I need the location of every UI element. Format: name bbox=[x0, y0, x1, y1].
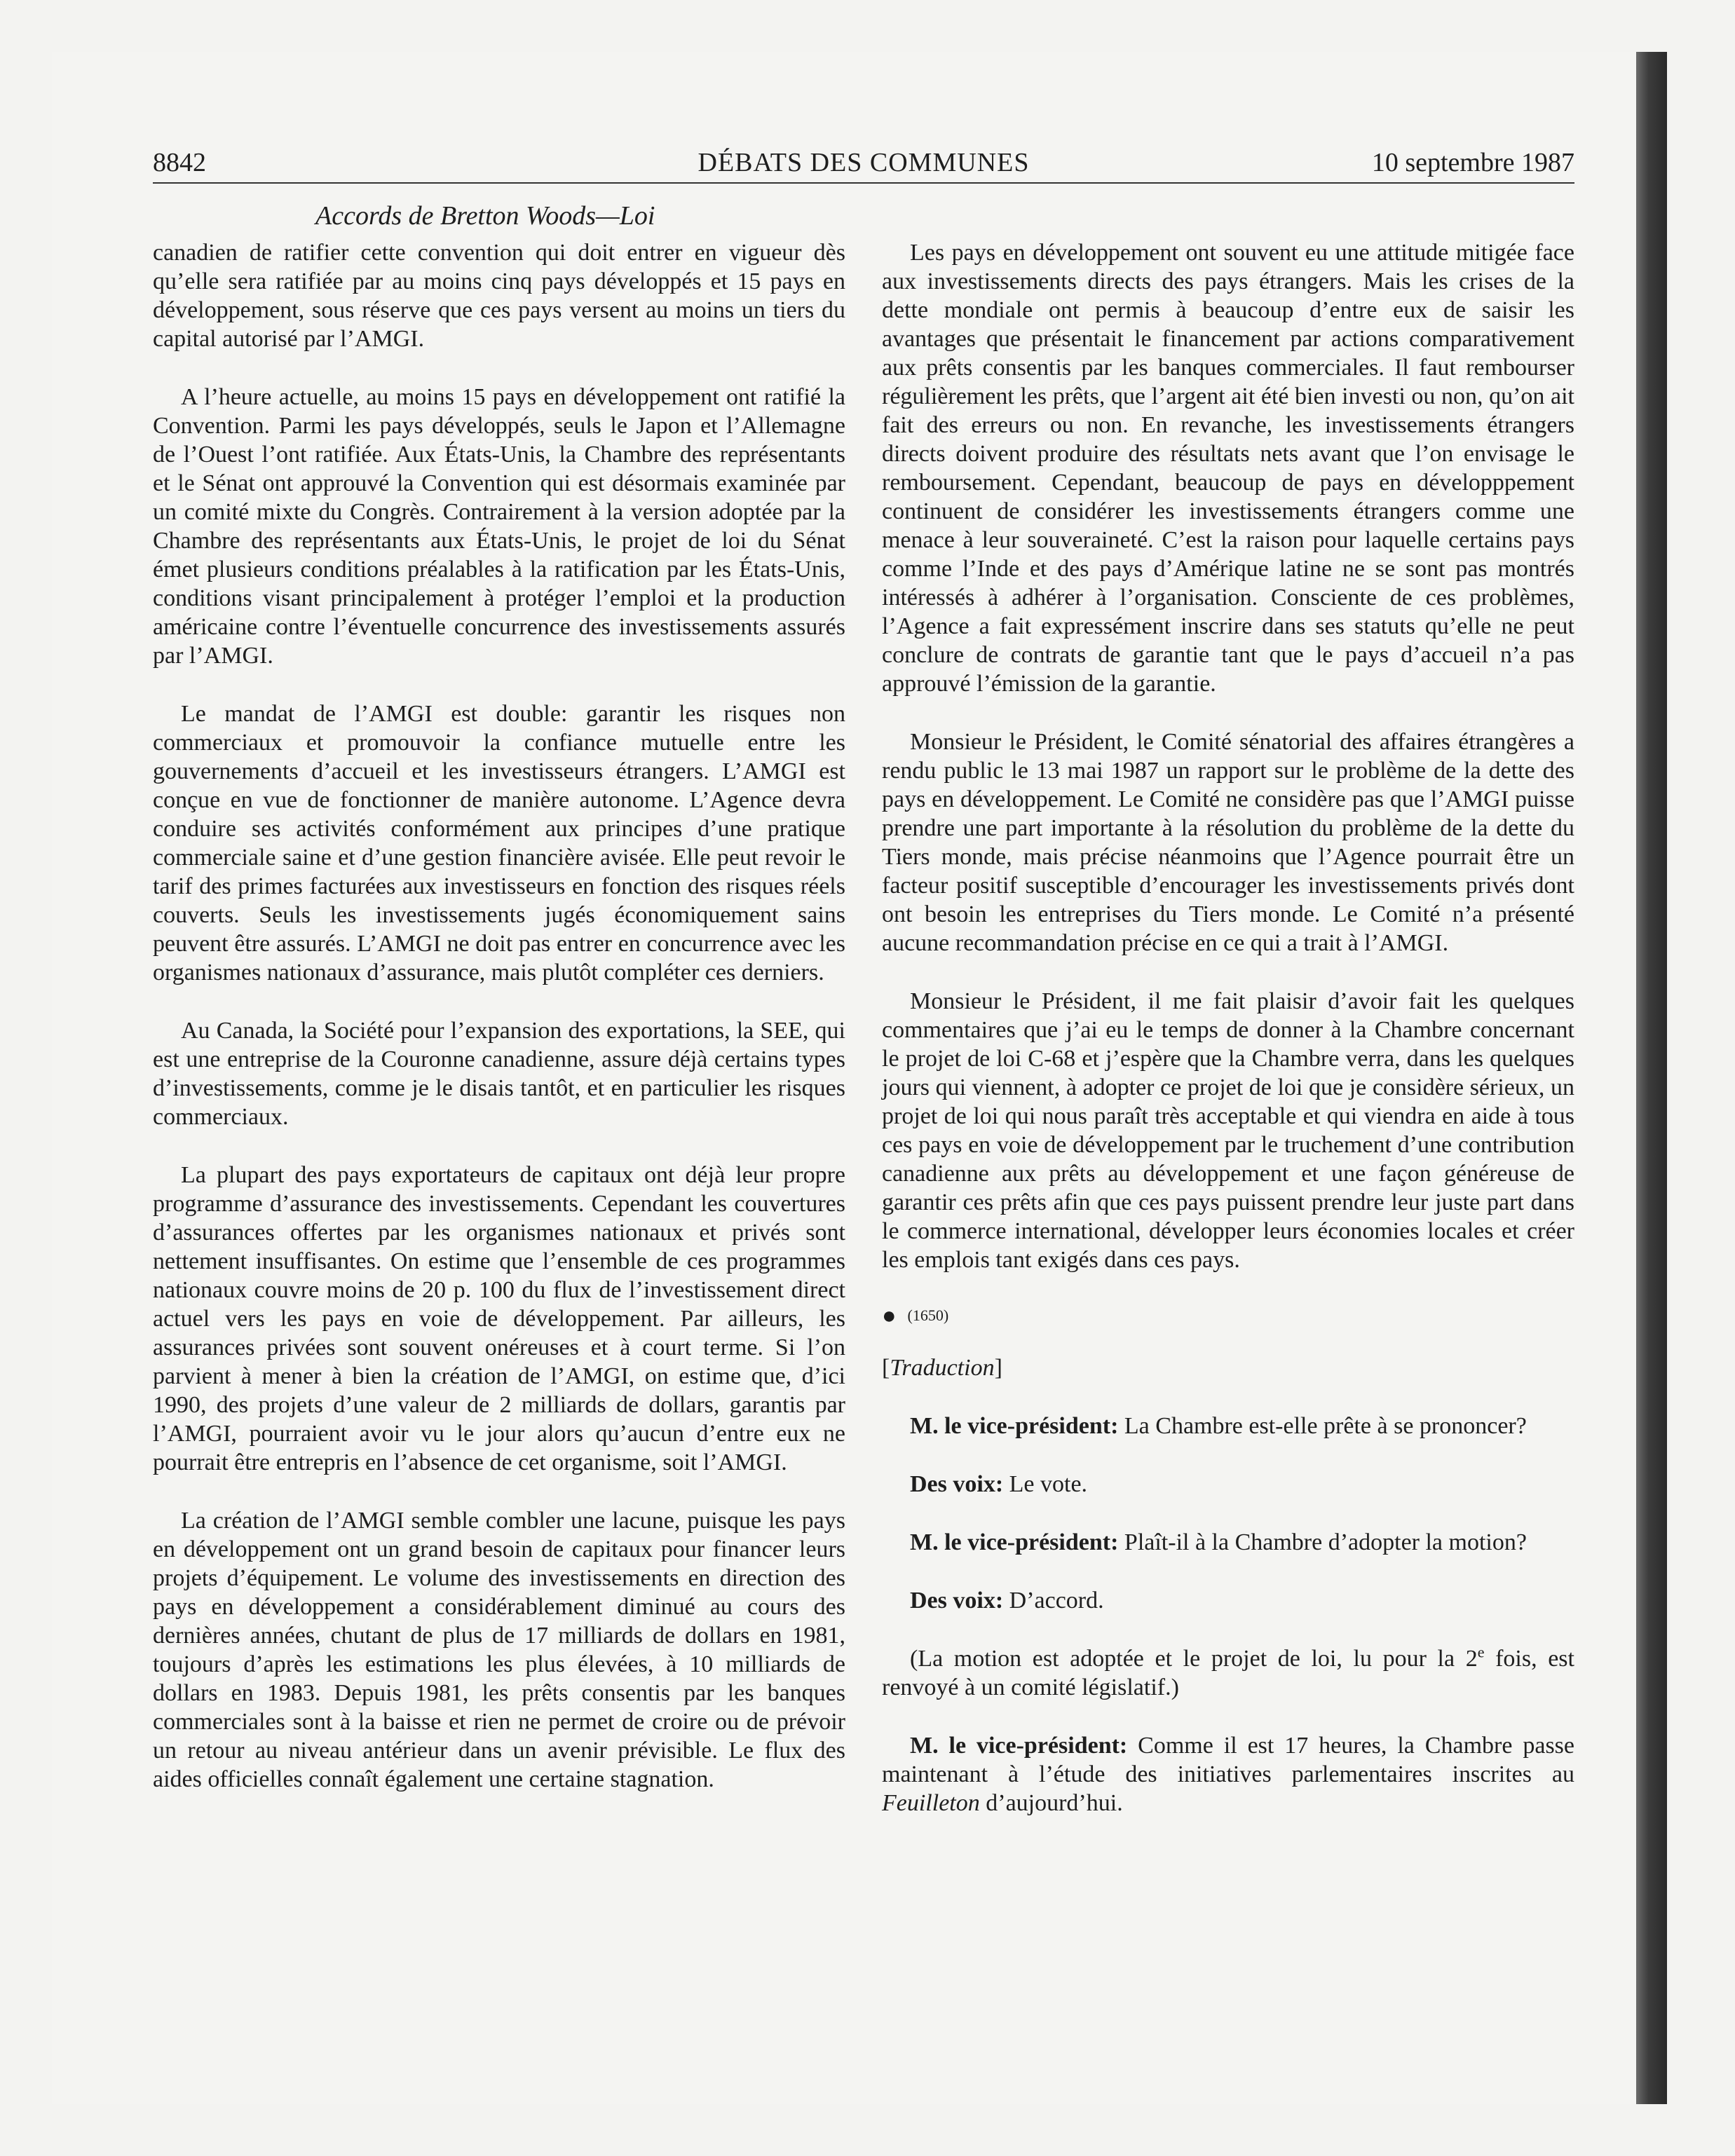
speaker-name: Des voix: bbox=[910, 1588, 1004, 1613]
bracket: [ bbox=[882, 1355, 890, 1381]
superscript: e bbox=[1477, 1643, 1485, 1661]
speech-text: La Chambre est-elle prête à se prononcer? bbox=[1118, 1413, 1527, 1439]
paragraph: Le mandat de l’AMGI est double: garantir les risques non commerciaux et promouvoir la confiance mutuelle entre les gouvernements d’accueil et les investisseurs étrangers. L’AMGI est conçue en vue de fonctionner de manière autonome. L’Agence devra conduire ses activités conformément aux principes d’une pratique commerciale saine et d’une gestion financière avisée. Elle peut revoir le tarif des primes facturées aux investisseurs en fonction des risques réels couverts. Seuls les investissements jugés économiquement sains peuvent être assurés. L’AMGI ne doit pas entrer en concurrence avec les organismes nationaux d’assurance, mais plutôt compléter ces derniers. bbox=[153, 701, 845, 985]
speech-text: Comme il est 17 heures, la Chambre passe maintenant à l’étude des initiatives parlementaires inscrites au bbox=[882, 1733, 1574, 1787]
speaker-name: M. le vice-président: bbox=[910, 1733, 1128, 1759]
speech bbox=[882, 1528, 1574, 1557]
time-marker bbox=[882, 1304, 1574, 1328]
left-column bbox=[153, 238, 845, 1823]
speech bbox=[882, 1731, 1574, 1817]
paragraph: Les pays en développement ont souvent eu une attitude mitigée face aux investissements directs des pays étrangers. Mais les crises de la dette mondiale ont permis à beaucoup d’entre eux de saisir les avantages que présentait le financement par actions comparativement aux prêts consentis par les banques commerciales. Il faut rembourser régulièrement les prêts, que l’argent ait été bien investi ou non, qu’on ait fait des erreurs ou non. En revanche, les investissements étrangers directs doivent produire des résultats nets avant que l’on envisage le remboursement. Cependant, beaucoup de pays en développpement continuent de considérer les investissements étrangers comme une menace à leur souveraineté. C’est la raison pour laquelle certains pays comme l’Inde et des pays d’Amérique latine ne se sont pas montrés intéressés à adhérer à l’organisation. Consciente de ces problèmes, l’Agence a fait expressément inscrire dans ses statuts qu’elle ne peut conclure de contrats de garantie tant que le pays d’accueil n’a pas approuvé l’émission de la garantie. bbox=[882, 240, 1574, 697]
bracket: ] bbox=[994, 1355, 1002, 1381]
motion-text: fois, est renvoyé à un comité législatif.) bbox=[882, 1646, 1574, 1700]
journal-title: DÉBATS DES COMMUNES bbox=[698, 148, 1030, 177]
paragraph: canadien de ratifier cette convention qui doit entrer en vigueur dès qu’elle sera ratifiée par au moins cinq pays développés et 15 pays en développement, sous réserve que ces pays versent au moins un tiers du capital autorisé par l’AMGI. bbox=[153, 240, 845, 352]
translation-note bbox=[882, 1353, 1574, 1382]
translation-label: Traduction bbox=[890, 1355, 995, 1381]
binding-edge bbox=[1636, 52, 1667, 2104]
right-column bbox=[882, 238, 1574, 1847]
paragraph: La création de l’AMGI semble combler une lacune, puisque les pays en développement ont un grand besoin de capitaux pour financer leurs projets d’équipement. Le volume des investissements en direction des pays en développement a considérablement diminué au cours des dernières années, chutant de plus de 17 milliards de dollars en 1981, toujours d’après les estimations les plus élevées, à 10 milliards de dollars en 1983. Depuis 1981, les prêts consentis par les banques commerciales sont à la baisse et rien ne permet de croire ou de prévoir un retour au niveau antérieur dans un avenir prévisible. Le flux des aides officielles connaît également une certaine stagnation. bbox=[153, 1508, 845, 1792]
paragraph: A l’heure actuelle, au moins 15 pays en développement ont ratifié la Convention. Parmi les pays développés, seuls le Japon et l’Allemagne de l’Ouest l’ont ratifiée. Aux États-Unis, la Chambre des représentants et le Sénat ont approuvé la Convention qui est désormais examinée par un comité mixte du Congrès. Contrairement à la version adoptée par la Chambre des représentants aux États-Unis, le projet de loi du Sénat émet plusieurs conditions préalables à la ratification par les États-Unis, conditions visant principalement à protéger l’emploi et la production américaine contre l’éventuelle concurrence des investissements assurés par l’AMGI. bbox=[153, 384, 845, 669]
speaker-name: M. le vice-président: bbox=[910, 1413, 1119, 1439]
speech-text: D’accord. bbox=[1003, 1588, 1104, 1613]
time-marker-text: (1650) bbox=[907, 1306, 949, 1324]
section-subheading: Accords de Bretton Woods—Loi bbox=[315, 201, 655, 231]
paragraph: Au Canada, la Société pour l’expansion des exportations, la SEE, qui est une entreprise de la Couronne canadienne, assure déjà certains types d’investissements, comme je le disais tantôt, et en particulier les risques commerciaux. bbox=[153, 1018, 845, 1130]
header-date: 10 septembre 1987 bbox=[1371, 148, 1574, 177]
page-header bbox=[153, 146, 1574, 184]
speech-text: d’aujourd’hui. bbox=[979, 1790, 1123, 1816]
speaker-name: Des voix: bbox=[910, 1471, 1004, 1497]
speech bbox=[882, 1412, 1574, 1440]
motion-result bbox=[882, 1644, 1574, 1702]
paragraph: La plupart des pays exportateurs de capitaux ont déjà leur propre programme d’assurance des investissements. Cependant les couvertures d’assurances offertes par les organismes nationaux et privés sont nettement insuffisantes. On estime que l’ensemble de ces programmes nationaux couvre moins de 20 p. 100 du flux de l’investissement direct actuel vers les pays en voie de développement. Par ailleurs, les assurances privées sont souvent onéreuses et à court terme. Si l’on parvient à mener à bien la création de l’AMGI, on estime que, d’ici 1990, des projets d’une valeur de 2 milliards de dollars, garantis par l’AMGI, pourraient avoir vu le jour alors qu’aucun d’entre eux ne pourrait être entrepris en l’absence de cet organisme, soit l’AMGI. bbox=[153, 1162, 845, 1475]
speech-text: Plaît-il à la Chambre d’adopter la motion? bbox=[1118, 1529, 1527, 1555]
motion-text: (La motion est adoptée et le projet de loi, lu pour la 2 bbox=[910, 1646, 1478, 1672]
paragraph: Monsieur le Président, le Comité sénatorial des affaires étrangères a rendu public le 13 mai 1987 un rapport sur le problème de la dette des pays en développement. Le Comité ne considère pas que l’AMGI puisse prendre une part importante à la résolution du problème de la dette du Tiers monde, mais précise néanmoins que l’Agence pourrait être un facteur positif susceptible d’encourager les investissements privés dont ont besoin les entreprises du Tiers monde. Le Comité n’a présenté aucune recommandation précise en ce qui a trait à l’AMGI. bbox=[882, 729, 1574, 956]
speaker-name: M. le vice-président: bbox=[910, 1529, 1119, 1555]
bullet-icon: ● bbox=[882, 1303, 897, 1329]
paragraph: Monsieur le Président, il me fait plaisir d’avoir fait les quelques commentaires que j’ai eu le temps de donner à la Chambre concernant le projet de loi C-68 et j’espère que la Chambre verra, dans les quelques jours qui viennent, à adopter ce projet de loi que je considère sérieux, un projet de loi qui nous paraît très acceptable et qui viendra en aide à tous ces pays en voie de développement par le truchement d’une contribution canadienne aux prêts au développement et une façon généreuse de garantir ces prêts afin que ces pays puissent prendre leur juste part dans le commerce international, développer leurs économies locales et créer les emplois tant exigés dans ces pays. bbox=[882, 988, 1574, 1273]
speech bbox=[882, 1586, 1574, 1615]
italic-term: Feuilleton bbox=[882, 1790, 980, 1816]
speech-text: Le vote. bbox=[1003, 1471, 1088, 1497]
speech bbox=[882, 1470, 1574, 1499]
page-number: 8842 bbox=[153, 148, 206, 177]
